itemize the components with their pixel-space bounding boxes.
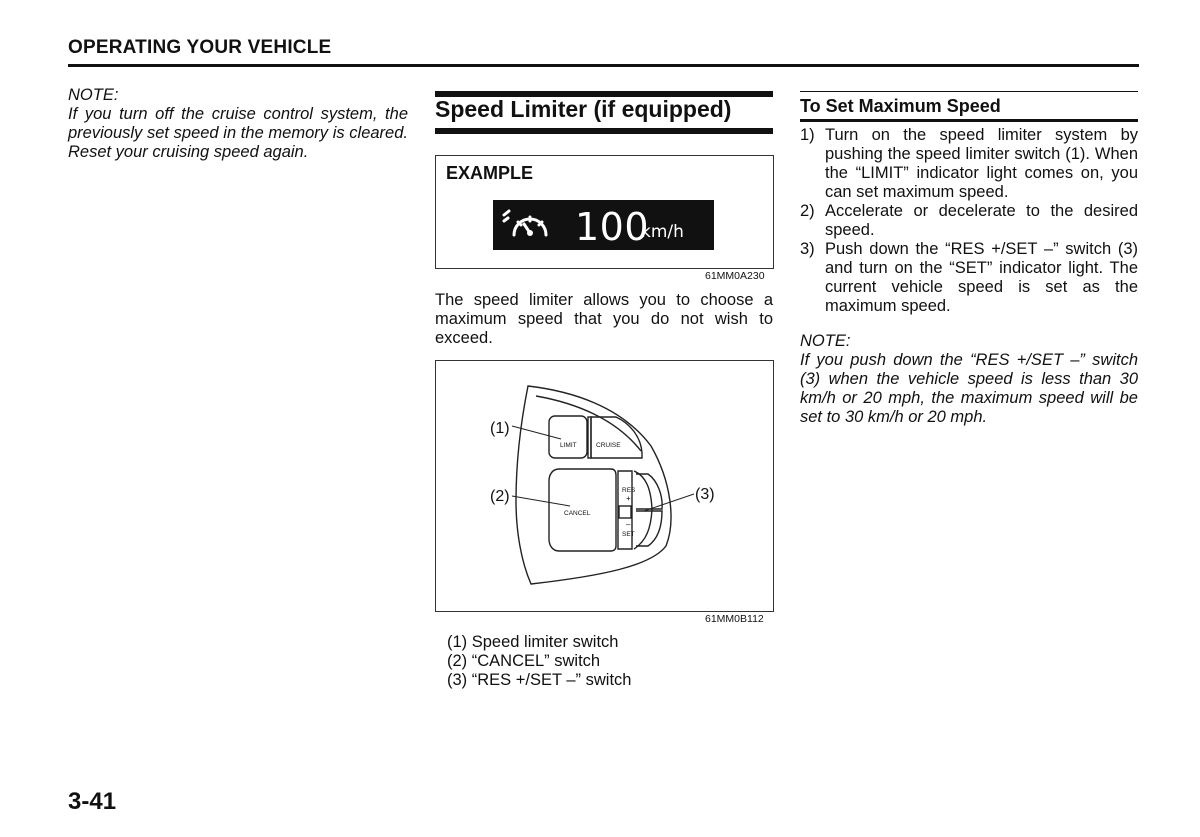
- step-text: Push down the “RES +/SET –” switch (3) and turn on the “SET” indicator light. The current vehicle speed is set as the maximum speed.: [825, 240, 1138, 315]
- heading-rule-top: [800, 91, 1138, 92]
- steering-switch-illustration: [436, 361, 772, 610]
- callout-1: (1): [490, 420, 510, 437]
- display-speed-unit: km/h: [641, 222, 684, 242]
- set-button-label: SET: [622, 531, 635, 538]
- display-speed-value: 100: [575, 205, 650, 249]
- figure-legend: [447, 633, 631, 690]
- set-minus-label: –: [626, 520, 631, 529]
- step-item: [800, 240, 1138, 316]
- heading-rule-bottom: [800, 119, 1138, 122]
- heading-bar-bottom: [435, 128, 773, 134]
- speed-limiter-icon: [500, 205, 560, 247]
- callout-3: (3): [695, 486, 715, 503]
- header-rule: [68, 64, 1139, 67]
- legend-item: (3) “RES +/SET –” switch: [447, 671, 632, 689]
- cancel-button-label: CANCEL: [564, 510, 591, 517]
- step-text: Turn on the speed limiter system by pushing the speed limiter switch (1). When the “LIMIT” indicator light comes on, you can set maximum speed.: [825, 126, 1138, 201]
- note-body: If you push down the “RES +/SET –” switch (3) when the vehicle speed is less than 30 km/h or 20 mph, the maximum speed will be set to 30 km/h or 20 mph.: [800, 351, 1138, 426]
- callout-2: (2): [490, 488, 510, 505]
- figure-code: 61MM0B112: [705, 613, 764, 625]
- section-title: OPERATING YOUR VEHICLE: [68, 37, 332, 58]
- legend-item: (1) Speed limiter switch: [447, 633, 619, 651]
- speed-limiter-heading: Speed Limiter (if equipped): [435, 96, 732, 122]
- set-max-speed-heading: To Set Maximum Speed: [800, 96, 1001, 116]
- res-plus-label: +: [626, 494, 631, 503]
- cruise-button-label: CRUISE: [596, 442, 621, 449]
- legend-item: (2) “CANCEL” switch: [447, 652, 601, 670]
- step-item: [800, 126, 1138, 202]
- step-text: Accelerate or decelerate to the desired speed.: [825, 202, 1138, 239]
- speed-limiter-intro: The speed limiter allows you to choose a maximum speed that you do not wish to exceed.: [435, 291, 773, 347]
- res-button-label: RES: [622, 487, 636, 494]
- step-number: 2): [800, 202, 815, 220]
- page-number: 3-41: [68, 788, 117, 815]
- note-block-right: [800, 332, 1138, 427]
- limit-button-label: LIMIT: [560, 442, 577, 449]
- note-label: NOTE:: [800, 332, 851, 350]
- step-number: 3): [800, 240, 815, 258]
- step-item: [800, 202, 1138, 240]
- steps-list: [800, 126, 1138, 316]
- note-body: If you turn off the cruise control system, the previously set speed in the memory is cleared. Reset your cruising speed again.: [68, 105, 408, 161]
- step-number: 1): [800, 126, 815, 144]
- note-label: NOTE:: [68, 86, 119, 104]
- note-block-left: [68, 86, 408, 162]
- figure-code: 61MM0A230: [705, 270, 765, 282]
- example-label: EXAMPLE: [446, 163, 534, 183]
